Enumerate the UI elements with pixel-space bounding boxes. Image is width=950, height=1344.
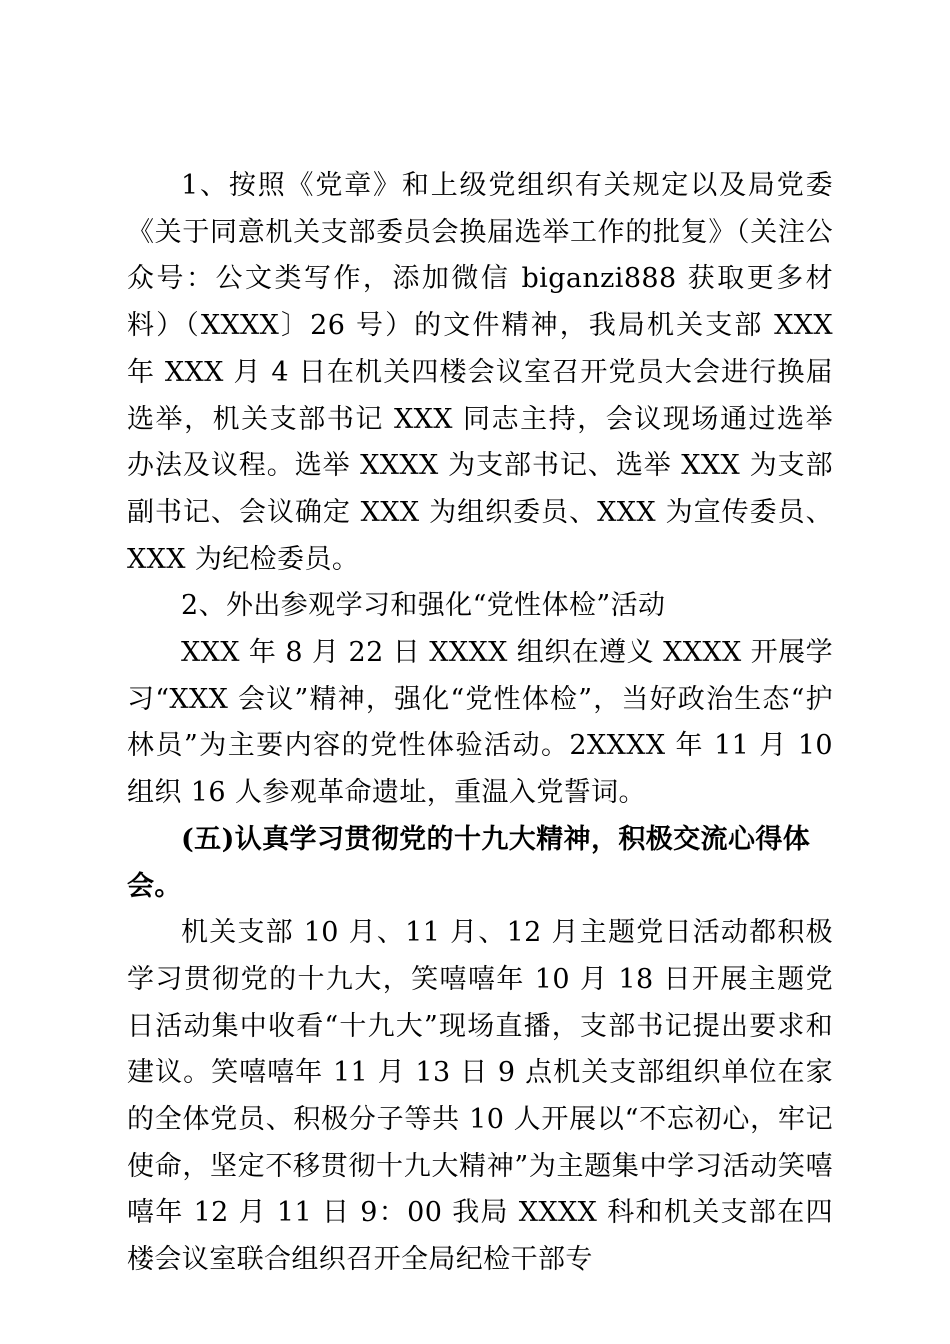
paragraph-visit-details: XXX 年 8 月 22 日 XXXX 组织在遵义 XXXX 开展学习“XXX 会议”精神，强化“党性体检”，当好政治生态“护林员”为主要内容的党性体验活动。2XXXX 年 11 月 10 组织 16 人参观革命遗址，重温入党誓词。 (127, 637, 833, 809)
paragraph-study-activities: 机关支部 10 月、11 月、12 月主题党日活动都积极学习贯彻党的十九大，笑嘻嘻年 10 月 18 日开展主题党日活动集中收看“十九大”现场直播，支部书记提出要求和建议。笑嘻嘻年 11 月 13 日 9 点机关支部组织单位在家的全体党员、积极分子等共 10 人开展以“不忘初心，牢记使命，坚定不移贯彻十九大精神”为主题集中学习活动笑嘻嘻年 12 月 11 日 9：00 我局 XXXX 科和机关支部在四楼会议室联合组织召开全局纪检干部专 (127, 917, 833, 1276)
document-body (127, 163, 833, 1284)
section-heading-five: (五)认真学习贯彻党的十九大精神，积极交流心得体会。 (127, 823, 811, 902)
paragraph-visit-heading: 2、外出参观学习和强化“党性体检”活动 (181, 590, 666, 622)
paragraph-election: 1、按照《党章》和上级党组织有关规定以及局党委《关于同意机关支部委员会换届选举工作的批复》（关注公众号：公文类写作，添加微信 biganzi888 获取更多材料）（XXXX〕26 号）的文件精神，我局机关支部 XXX 年 XXX 月 4 日在机关四楼会议室召开党员大会进行换届选举，机关支部书记 XXX 同志主持，会议现场通过选举办法及议程。选举 XXXX 为支部书记、选举 XXX 为支部副书记、会议确定 XXX 为组织委员、XXX 为宣传委员、XXX 为纪检委员。 (127, 170, 833, 575)
